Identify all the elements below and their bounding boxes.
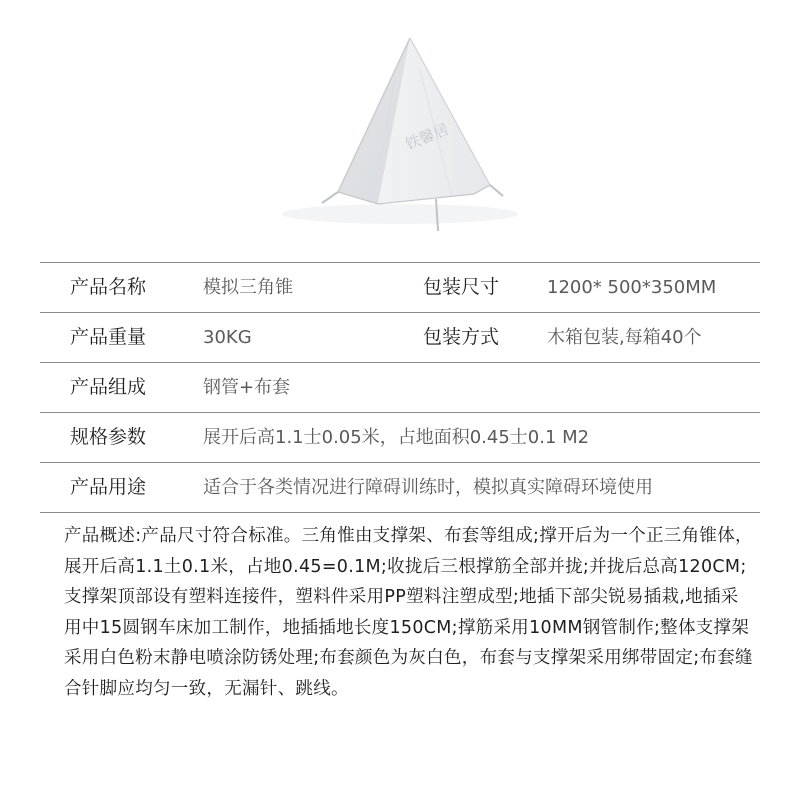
spec-row-parameters — [40, 413, 760, 463]
spec-value-usage: 适合于各类情况进行障碍训练时，模拟真实障碍环境使用 — [203, 477, 653, 498]
spec-row-name — [40, 262, 760, 313]
tent-front-face — [378, 38, 490, 204]
spec-value-weight: 30KG — [203, 327, 252, 348]
spec-value-composition: 钢管+布套 — [203, 377, 291, 398]
spec-label-name: 产品名称 — [70, 276, 147, 298]
spec-label-package-size: 包装尺寸 — [423, 276, 500, 298]
spec-value-parameters: 展开后高1.1士0.05米，占地面积0.45士0.1 M2 — [203, 427, 590, 448]
spec-value-package-size: 1200* 500*350MM — [547, 277, 717, 298]
spec-label-weight: 产品重量 — [70, 326, 147, 348]
tent-illustration — [0, 0, 800, 262]
product-overview: 产品概述:产品尺寸符合标准。三角惟由支撑架、布套等组成;撑开后为一个正三角锥体，展开后高1.1土0.1米，占地0.45=0.1M;收拢后三根撑筋全部并拢;并拢后总高120CM;支撑架顶部设有塑料连接件，塑料件采用PP塑料注塑成型;地插下部尖锐易插栽,地插采用中15圆钢车床加工制作，地插插地长度150CM;撑筋采用10MM钢管制作;整体支撑架采用白色粉末静电喷涂防锈处理;布套颜色为灰白色，布套与支撑架采用绑带固定;布套缝合针脚应均匀一致，无漏针、跳线。 — [64, 526, 753, 699]
spec-value-name: 模拟三角锥 — [203, 277, 293, 298]
spec-row-usage — [40, 463, 760, 513]
spec-label-packing: 包装方式 — [423, 326, 500, 348]
spec-label-usage: 产品用途 — [70, 476, 147, 498]
tent-shadow — [282, 204, 518, 224]
tent-stake-right — [490, 185, 503, 196]
spec-table — [40, 262, 760, 513]
tent-stake-front — [436, 199, 438, 231]
watermark-text: 铁馨居 — [402, 120, 452, 154]
spec-label-parameters: 规格参数 — [70, 426, 147, 448]
spec-value-packing: 木箱包装,每箱40个 — [547, 327, 702, 348]
product-image — [0, 0, 800, 262]
tent-stake-left — [322, 192, 338, 203]
spec-row-weight — [40, 313, 760, 363]
spec-row-composition — [40, 363, 760, 413]
spec-label-composition: 产品组成 — [70, 376, 147, 398]
